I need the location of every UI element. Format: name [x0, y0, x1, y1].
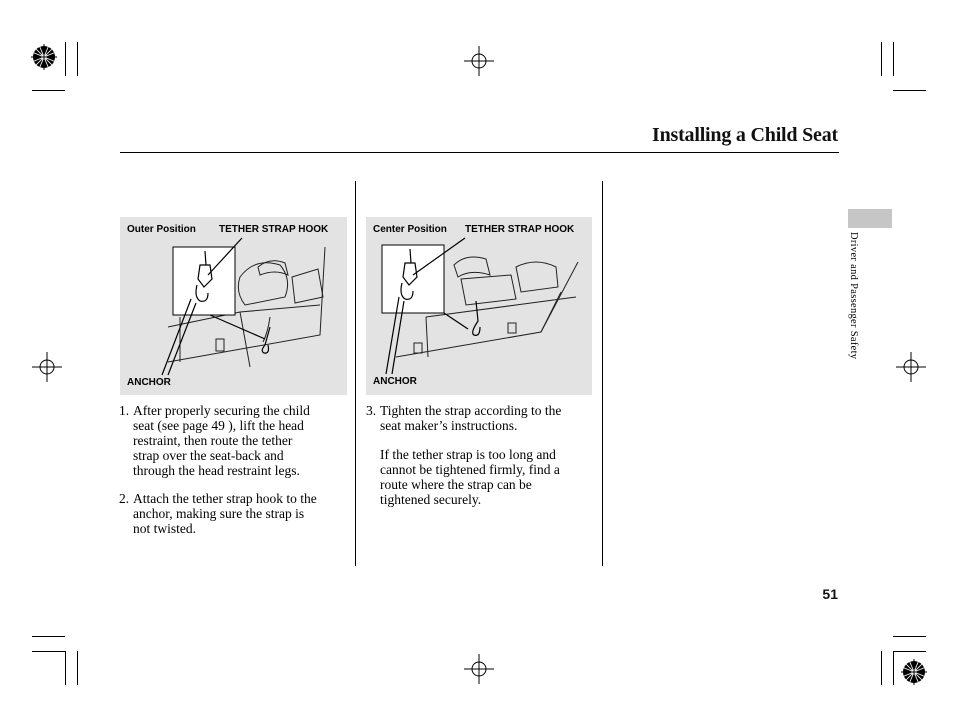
step-line: strap over the seat-back and [133, 448, 284, 463]
registration-target-icon [464, 46, 494, 76]
figure-position-label: Outer Position [127, 224, 196, 235]
step-line: Tighten the strap according to the [380, 403, 562, 418]
color-registration-wheel-icon [901, 659, 927, 685]
column-divider [602, 181, 603, 566]
figure-position-label: Center Position [373, 224, 447, 235]
step-3 [366, 403, 598, 433]
registration-target-icon [32, 352, 62, 382]
step-number: 1. [119, 403, 130, 418]
step-number: 2. [119, 491, 130, 506]
note-line: If the tether strap is too long and [380, 447, 556, 462]
section-tab [848, 209, 892, 228]
figure-anchor-label: ANCHOR [127, 377, 171, 388]
section-tab-label: Driver and Passenger Safety [848, 232, 859, 360]
step-line: through the head restraint legs. [133, 463, 300, 478]
figure-outer-position [120, 217, 347, 395]
figure-hook-label: TETHER STRAP HOOK [219, 224, 329, 235]
step-line: anchor, making sure the strap is [133, 506, 305, 521]
figure-center-position [366, 217, 592, 395]
color-registration-wheel-icon [31, 44, 57, 70]
page-title: Installing a Child Seat [651, 124, 838, 146]
figure-hook-label: TETHER STRAP HOOK [465, 224, 575, 235]
seat-illustration [366, 217, 592, 395]
figure-anchor-label: ANCHOR [373, 376, 417, 387]
note-line: route where the strap can be [380, 477, 532, 492]
step-line: After properly securing the child [133, 403, 310, 418]
step-number: 3. [366, 403, 377, 418]
step-line: restraint, then route the tether [133, 433, 293, 448]
step-line: seat (see page 49 ), lift the head [133, 418, 304, 433]
step-line: seat maker’s instructions. [380, 418, 518, 433]
registration-target-icon [896, 352, 926, 382]
page-number: 51 [822, 586, 838, 602]
note-paragraph [380, 447, 598, 507]
registration-target-icon [464, 654, 494, 684]
step-line: not twisted. [133, 521, 196, 536]
header-rule [120, 152, 839, 153]
step-line: Attach the tether strap hook to the [133, 491, 317, 506]
step-2 [119, 491, 351, 536]
note-line: cannot be tightened firmly, find a [380, 462, 560, 477]
seat-illustration [120, 217, 347, 395]
column-divider [355, 181, 356, 566]
step-1 [119, 403, 351, 478]
note-line: tightened securely. [380, 492, 482, 507]
